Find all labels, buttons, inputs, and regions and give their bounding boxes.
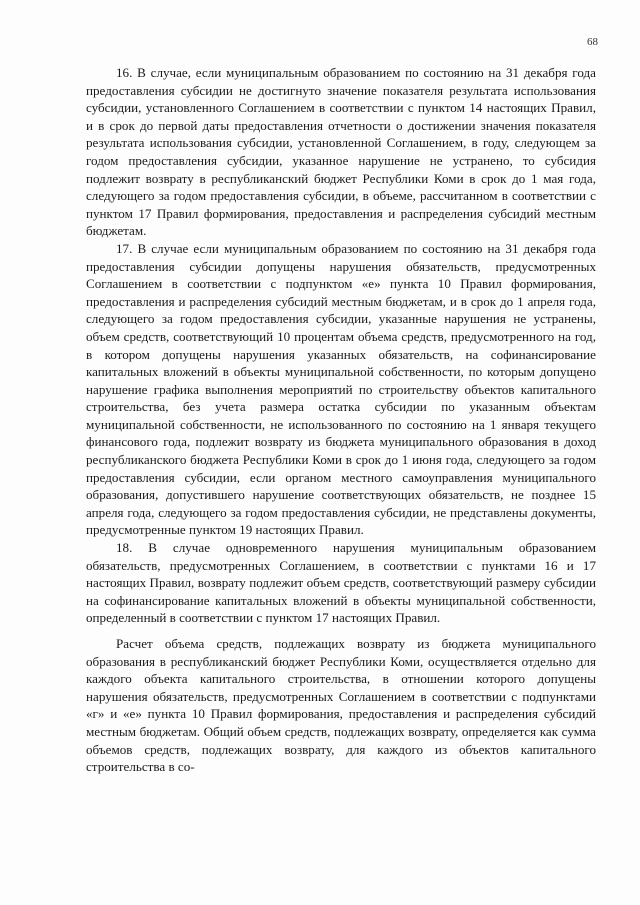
document-body bbox=[86, 64, 596, 776]
page-number: 68 bbox=[587, 36, 598, 48]
paragraph-16: 16. В случае, если муниципальным образованием по состоянию на 31 декабря года предоставления субсидии не достигнуто значение показателя результата использования субсидии, установленного Соглашением в соответствии с пунктом 14 настоящих Правил, и в срок до первой даты предоставления отчетности о достижении значения показателя результата использования субсидии, установленной Соглашением, в году, следующем за годом предоставления субсидии, указанное нарушение не устранено, то субсидия подлежит возврату в республиканский бюджет Республики Коми в срок до 1 мая года, следующего за годом предоставления субсидии, в объеме, рассчитанном в соответствии с пунктом 17 Правил формирования, предоставления и распределения субсидий местным бюджетам. bbox=[86, 65, 596, 239]
paragraph-17: 17. В случае если муниципальным образованием по состоянию на 31 декабря года предоставления субсидии допущены нарушения обязательств, предусмотренных Соглашением в соответствии с подпунктом «е» пункта 10 Правил формирования, предоставления и распределения субсидий местным бюджетам, и в срок до 1 апреля года, следующего за годом предоставления субсидии, указанные нарушения не устранены, объем средств, соответствующий 10 процентам объема средств, предусмотренного на год, в котором допущены нарушения указанных обязательств, на софинансирование капитальных вложений в объекты муниципальной собственности, по которым допущено нарушение графика выполнения мероприятий по строительству объектов капитального строительства, без учета размера остатка субсидии по указанным объектам муниципальной собственности, не использованного по состоянию на 1 января текущего финансового года, подлежит возврату из бюджета муниципального образования в доход республиканского бюджета Республики Коми в срок до 1 июня года, следующего за годом предоставления субсидии, если органом местного самоуправления муниципального образования, допустившего нарушение соответствующих обязательств, не позднее 15 апреля года, следующего за годом предоставления субсидии, не представлены документы, предусмотренные пунктом 19 настоящих Правил. bbox=[86, 240, 596, 538]
paragraph-calculation: Расчет объема средств, подлежащих возврату из бюджета муниципального образования в республиканский бюджет Республики Коми, осуществляется отдельно для каждого объекта капитального строительства, в отношении которого допущены нарушения обязательств, предусмотренных Соглашением в соответствии с подпунктами «г» и «е» пункта 10 Правил формирования, предоставления и распределения субсидий местным бюджетам. Общий объем средств, подлежащих возврату, определяется как сумма объемов средств, подлежащих возврату, для каждого из объектов капитального строительства в со- bbox=[86, 636, 596, 775]
paragraph-18: 18. В случае одновременного нарушения муниципальным образованием обязательств, предусмотренных Соглашением, в соответствии с пунктами 16 и 17 настоящих Правил, возврату подлежит объем средств, соответствующий размеру субсидии на софинансирование капитальных вложений в объекты муниципальной собственности, определенный в соответствии с пунктом 17 настоящих Правил. bbox=[86, 540, 596, 626]
